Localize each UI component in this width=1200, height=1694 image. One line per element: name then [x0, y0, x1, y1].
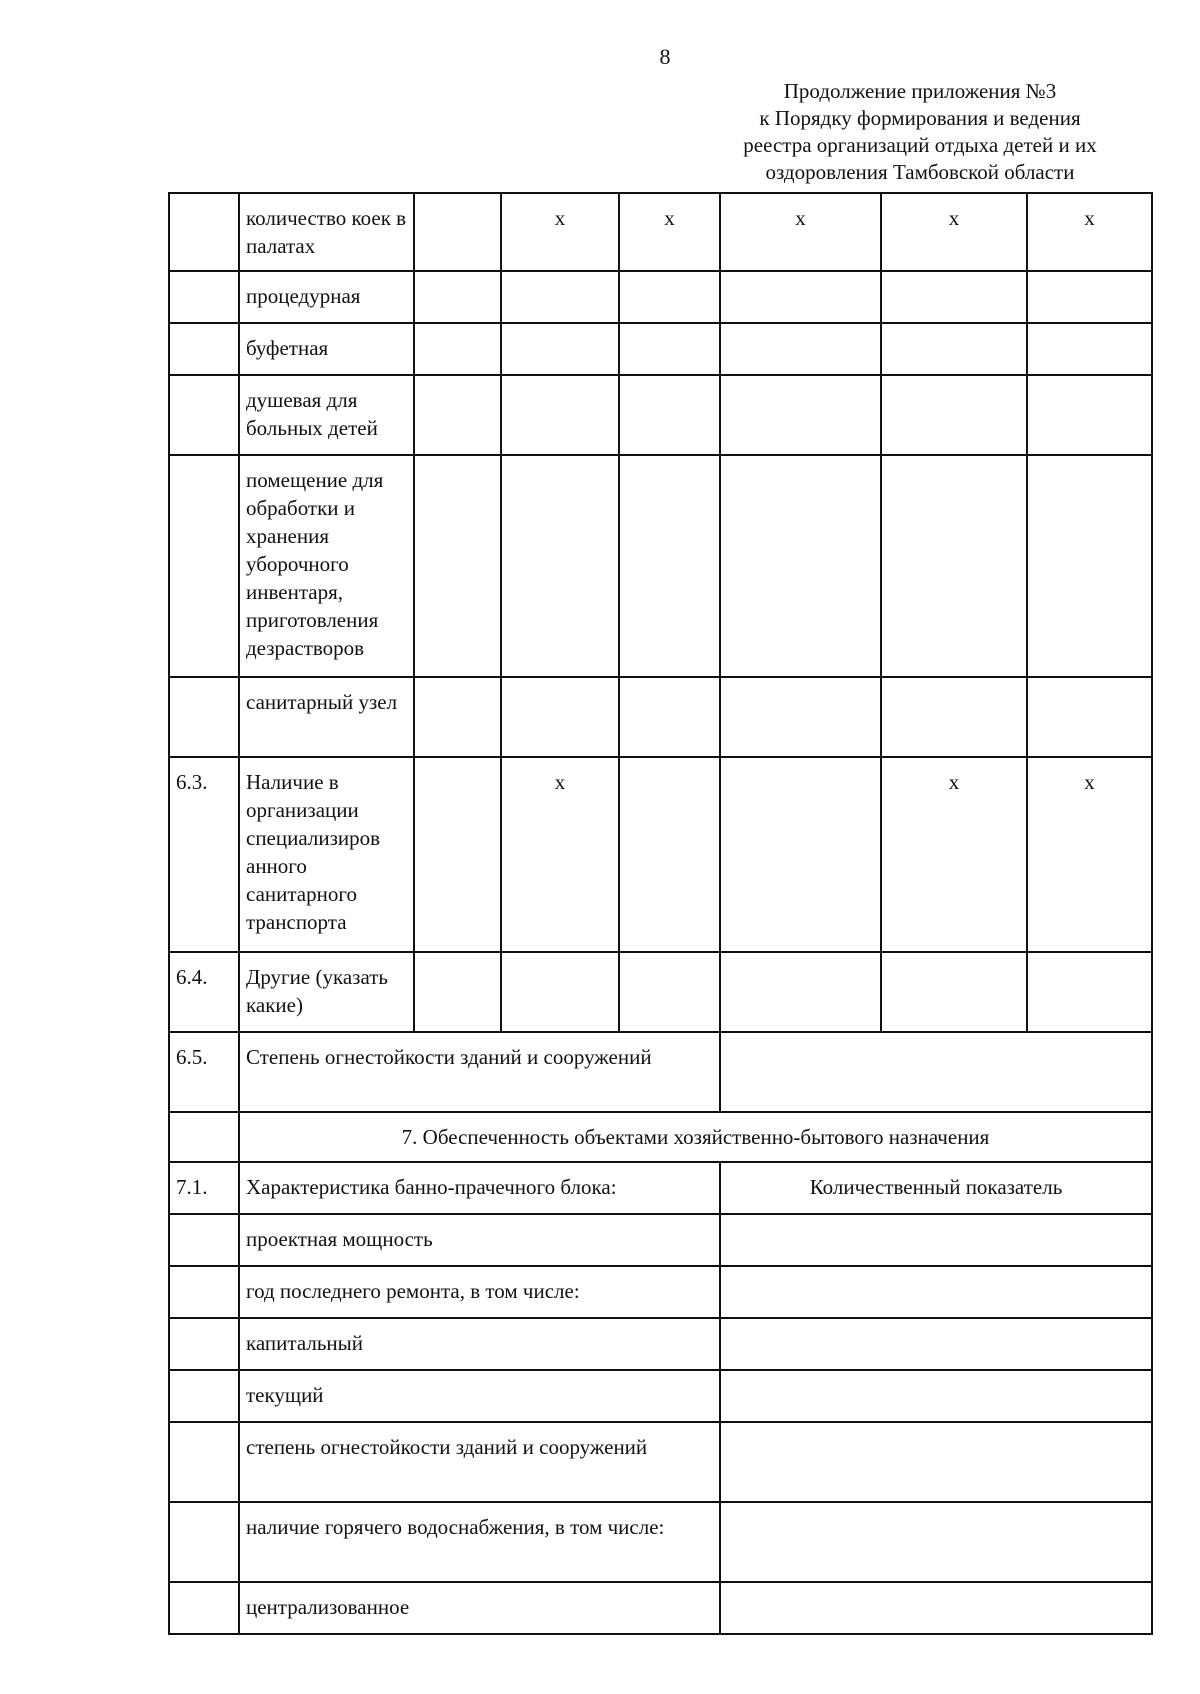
row-number — [169, 1582, 239, 1634]
row-label: централизованное — [239, 1582, 720, 1634]
value-cell — [720, 1422, 1152, 1502]
row-number — [169, 1502, 239, 1582]
table-row — [169, 1582, 1152, 1634]
row-number — [169, 1318, 239, 1370]
row-label: процедурная — [239, 271, 414, 323]
row-number — [169, 1370, 239, 1422]
not-applicable-mark-cell: х — [720, 193, 881, 271]
table-row — [169, 1162, 1152, 1214]
value-cell — [720, 757, 881, 952]
value-cell — [720, 1370, 1152, 1422]
value-cell — [619, 455, 720, 677]
value-cell — [720, 1318, 1152, 1370]
page-number: 8 — [659, 44, 671, 69]
row-label: проектная мощность — [239, 1214, 720, 1266]
row-label: Наличие в организации специализиров анного санитарного транспорта — [239, 757, 414, 952]
row-label: помещение для обработки и хранения уборочного инвентаря, приготовления дезрастворов — [239, 455, 414, 677]
value-cell — [720, 455, 881, 677]
value-cell — [720, 271, 881, 323]
row-label: душевая для больных детей — [239, 375, 414, 455]
row-label: год последнего ремонта, в том числе: — [239, 1266, 720, 1318]
table-row — [169, 1214, 1152, 1266]
row-label: наличие горячего водоснабжения, в том числе: — [239, 1502, 720, 1582]
value-cell — [881, 375, 1027, 455]
value-cell — [414, 375, 501, 455]
value-cell — [414, 757, 501, 952]
value-cell — [619, 952, 720, 1032]
not-applicable-mark-cell: х — [1027, 193, 1152, 271]
value-cell — [1027, 375, 1152, 455]
value-cell — [881, 677, 1027, 757]
value-cell — [1027, 677, 1152, 757]
row-number: 6.5. — [169, 1032, 239, 1112]
column-header-quantity: Количественный показатель — [720, 1162, 1152, 1214]
section-title: 7. Обеспеченность объектами хозяйственно-бытового назначения — [239, 1112, 1152, 1162]
table-row — [169, 1422, 1152, 1502]
value-cell — [501, 677, 619, 757]
value-cell — [720, 1032, 1152, 1112]
value-cell — [619, 677, 720, 757]
appendix-header-line: к Порядку формирования и ведения — [759, 106, 1081, 130]
table-row — [169, 323, 1152, 375]
row-label: капитальный — [239, 1318, 720, 1370]
row-number — [169, 375, 239, 455]
value-cell — [501, 271, 619, 323]
row-number — [169, 677, 239, 757]
value-cell — [720, 1214, 1152, 1266]
value-cell — [501, 375, 619, 455]
table-row — [169, 952, 1152, 1032]
row-label: санитарный узел — [239, 677, 414, 757]
value-cell — [501, 455, 619, 677]
value-cell — [619, 375, 720, 455]
value-cell — [720, 1266, 1152, 1318]
table-row — [169, 375, 1152, 455]
row-label: Степень огнестойкости зданий и сооружений — [239, 1032, 720, 1112]
appendix-header-line: оздоровления Тамбовской области — [765, 160, 1075, 184]
row-number — [169, 1112, 239, 1162]
value-cell — [720, 952, 881, 1032]
value-cell — [414, 677, 501, 757]
value-cell — [1027, 271, 1152, 323]
table-row — [169, 1318, 1152, 1370]
table-row — [169, 757, 1152, 952]
not-applicable-mark-cell: х — [619, 193, 720, 271]
value-cell — [414, 952, 501, 1032]
table-row — [169, 193, 1152, 271]
not-applicable-mark-cell: х — [1027, 757, 1152, 952]
value-cell — [414, 323, 501, 375]
value-cell — [414, 271, 501, 323]
value-cell — [881, 455, 1027, 677]
value-cell — [501, 952, 619, 1032]
value-cell — [720, 323, 881, 375]
row-number — [169, 1422, 239, 1502]
value-cell — [720, 677, 881, 757]
appendix-header-line: Продолжение приложения №3 — [783, 79, 1057, 103]
table-row — [169, 1502, 1152, 1582]
appendix-header-line: реестра организаций отдыха детей и их — [743, 133, 1097, 157]
appendix-header — [700, 78, 1140, 186]
value-cell — [881, 952, 1027, 1032]
row-number: 6.4. — [169, 952, 239, 1032]
not-applicable-mark-cell: х — [501, 757, 619, 952]
value-cell — [1027, 323, 1152, 375]
value-cell — [414, 193, 501, 271]
row-label: степень огнестойкости зданий и сооружений — [239, 1422, 720, 1502]
value-cell — [1027, 952, 1152, 1032]
section-header-row — [169, 1112, 1152, 1162]
table-row — [169, 1266, 1152, 1318]
value-cell — [1027, 455, 1152, 677]
row-label: буфетная — [239, 323, 414, 375]
table-row — [169, 455, 1152, 677]
row-number — [169, 271, 239, 323]
row-label: Характеристика банно-прачечного блока: — [239, 1162, 720, 1214]
value-cell — [619, 323, 720, 375]
row-label: Другие (указать какие) — [239, 952, 414, 1032]
row-number — [169, 1214, 239, 1266]
value-cell — [619, 271, 720, 323]
table-row — [169, 1032, 1152, 1112]
row-number — [169, 1266, 239, 1318]
value-cell — [720, 375, 881, 455]
row-number — [169, 323, 239, 375]
not-applicable-mark-cell: х — [501, 193, 619, 271]
row-label: количество коек в палатах — [239, 193, 414, 271]
not-applicable-mark-cell: х — [881, 193, 1027, 271]
value-cell — [720, 1582, 1152, 1634]
value-cell — [881, 323, 1027, 375]
row-number: 6.3. — [169, 757, 239, 952]
table-row — [169, 271, 1152, 323]
value-cell — [619, 757, 720, 952]
not-applicable-mark-cell: х — [881, 757, 1027, 952]
row-number — [169, 193, 239, 271]
value-cell — [414, 455, 501, 677]
registry-form-table — [168, 192, 1153, 1635]
table-row — [169, 677, 1152, 757]
value-cell — [720, 1502, 1152, 1582]
row-number: 7.1. — [169, 1162, 239, 1214]
row-number — [169, 455, 239, 677]
table-row — [169, 1370, 1152, 1422]
value-cell — [881, 271, 1027, 323]
value-cell — [501, 323, 619, 375]
row-label: текущий — [239, 1370, 720, 1422]
